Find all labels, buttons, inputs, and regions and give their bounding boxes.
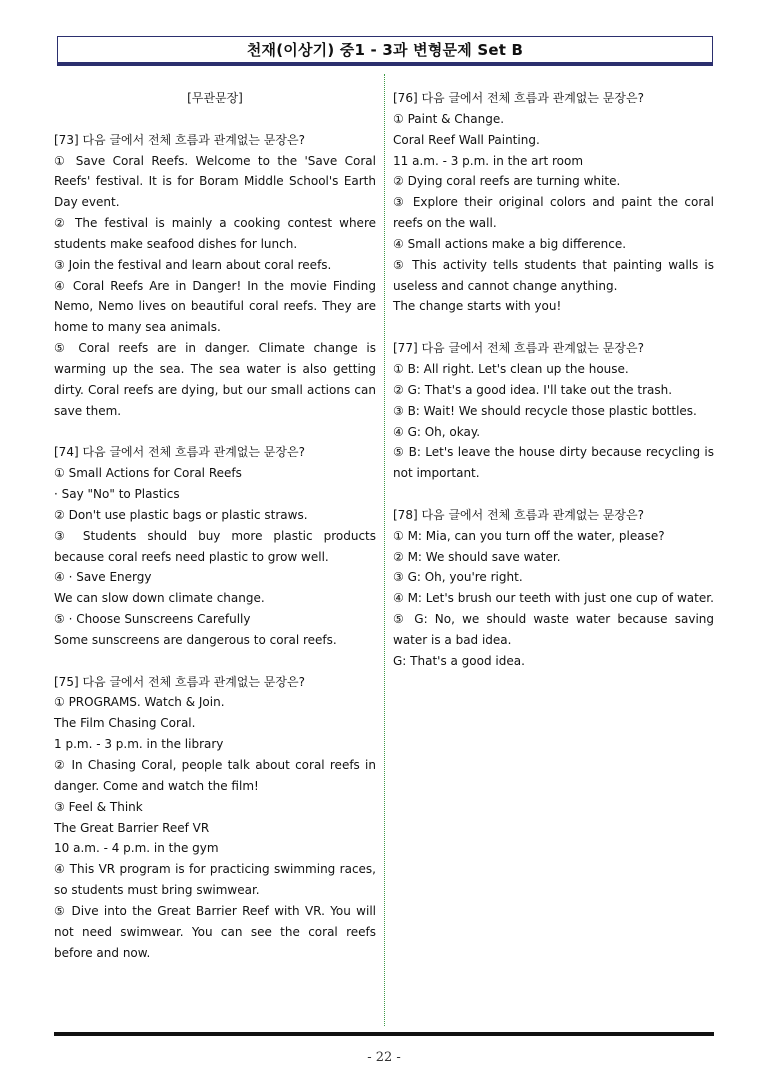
question-line: ⑤ · Choose Sunscreens Carefully <box>54 612 251 627</box>
question-line: ② Don't use plastic bags or plastic straws. <box>54 507 308 522</box>
question-line: ① PROGRAMS. Watch & Join. <box>54 695 225 710</box>
question-line: ① Small Actions for Coral Reefs <box>54 466 242 481</box>
question-line: ④ This VR program is for practicing swimming races, so students must bring swimwear. <box>54 862 376 898</box>
question-77 <box>393 338 714 484</box>
question-line: ① Save Coral Reefs. Welcome to the 'Save Coral Reefs' festival. It is for Boram Middle School's Earth Day event. <box>54 153 376 210</box>
question-76 <box>393 88 714 317</box>
page-header <box>57 36 713 66</box>
question-line: ④ · Save Energy <box>54 570 152 585</box>
question-prompt: [78] 다음 글에서 전체 흐름과 관계없는 문장은? <box>393 507 644 522</box>
question-line: ⑤ G: No, we should waste water because saving water is a bad idea. <box>393 612 714 647</box>
question-line: ③ G: Oh, you're right. <box>393 570 523 585</box>
question-line: ④ G: Oh, okay. <box>393 424 481 439</box>
question-75 <box>54 672 376 964</box>
question-line: ① Paint & Change. <box>393 111 505 126</box>
question-line: ③ Feel & Think <box>54 799 143 814</box>
question-line: ④ Coral Reefs Are in Danger! In the movie Finding Nemo, Nemo lives on beautiful coral reefs. They are home to many sea animals. <box>54 278 376 335</box>
footer-rule <box>54 1032 714 1036</box>
question-line: ⑤ Dive into the Great Barrier Reef with VR. You will not need swimwear. You can see the coral reefs before and now. <box>54 903 376 960</box>
question-line: The Film Chasing Coral. <box>54 716 196 731</box>
question-line: The Great Barrier Reef VR <box>54 820 210 835</box>
left-column <box>54 88 376 963</box>
question-78 <box>393 505 714 672</box>
question-line: ② In Chasing Coral, people talk about coral reefs in danger. Come and watch the film! <box>54 758 376 793</box>
question-line: ③ Students should buy more plastic products because coral reefs need plastic to grow well. <box>54 528 376 564</box>
question-line: G: That's a good idea. <box>393 653 525 668</box>
question-prompt: [77] 다음 글에서 전체 흐름과 관계없는 문장은? <box>393 341 644 356</box>
column-divider <box>384 74 385 1026</box>
question-line: 1 p.m. - 3 p.m. in the library <box>54 737 224 752</box>
question-line: Some sunscreens are dangerous to coral reefs. <box>54 632 337 647</box>
question-line: ⑤ Coral reefs are in danger. Climate change is warming up the sea. The sea water is also getting dirty. Coral reefs are dying, but our small actions can save them. <box>54 341 376 418</box>
question-line: ① M: Mia, can you turn off the water, please? <box>393 528 665 543</box>
right-column <box>393 88 714 672</box>
question-prompt: [76] 다음 글에서 전체 흐름과 관계없는 문장은? <box>393 91 644 105</box>
page-title: 천재(이상기) 중1 - 3과 변형문제 Set B <box>246 41 524 59</box>
question-line: 11 a.m. - 3 p.m. in the art room <box>393 153 584 168</box>
question-line: · Say "No" to Plastics <box>54 487 180 502</box>
section-label: [무관문장] <box>187 91 243 105</box>
question-line: ② M: We should save water. <box>393 549 561 564</box>
question-74 <box>54 442 376 650</box>
question-line: ③ Join the festival and learn about coral reefs. <box>54 257 332 272</box>
question-line: ⑤ B: Let's leave the house dirty because recycling is not important. <box>393 445 714 481</box>
question-line: Coral Reef Wall Painting. <box>393 132 540 147</box>
question-line: The change starts with you! <box>393 299 562 314</box>
question-line: ④ M: Let's brush our teeth with just one cup of water. <box>393 591 714 606</box>
question-prompt: [75] 다음 글에서 전체 흐름과 관계없는 문장은? <box>54 674 305 689</box>
page-number: - 22 - <box>367 1050 401 1065</box>
question-line: ② The festival is mainly a cooking contest where students make seafood dishes for lunch. <box>54 216 376 251</box>
question-line: 10 a.m. - 4 p.m. in the gym <box>54 841 219 856</box>
question-73 <box>54 130 376 422</box>
question-prompt: [74] 다음 글에서 전체 흐름과 관계없는 문장은? <box>54 445 305 460</box>
question-line: ⑤ This activity tells students that painting walls is useless and cannot change anything. <box>393 257 714 293</box>
question-line: ② Dying coral reefs are turning white. <box>393 174 621 189</box>
question-line: ③ B: Wait! We should recycle those plastic bottles. <box>393 403 697 418</box>
question-line: ③ Explore their original colors and paint the coral reefs on the wall. <box>393 195 714 231</box>
question-line: We can slow down climate change. <box>54 591 265 606</box>
question-line: ① B: All right. Let's clean up the house. <box>393 361 629 376</box>
question-prompt: [73] 다음 글에서 전체 흐름과 관계없는 문장은? <box>54 132 305 147</box>
question-line: ② G: That's a good idea. I'll take out the trash. <box>393 382 673 397</box>
question-line: ④ Small actions make a big difference. <box>393 236 627 251</box>
